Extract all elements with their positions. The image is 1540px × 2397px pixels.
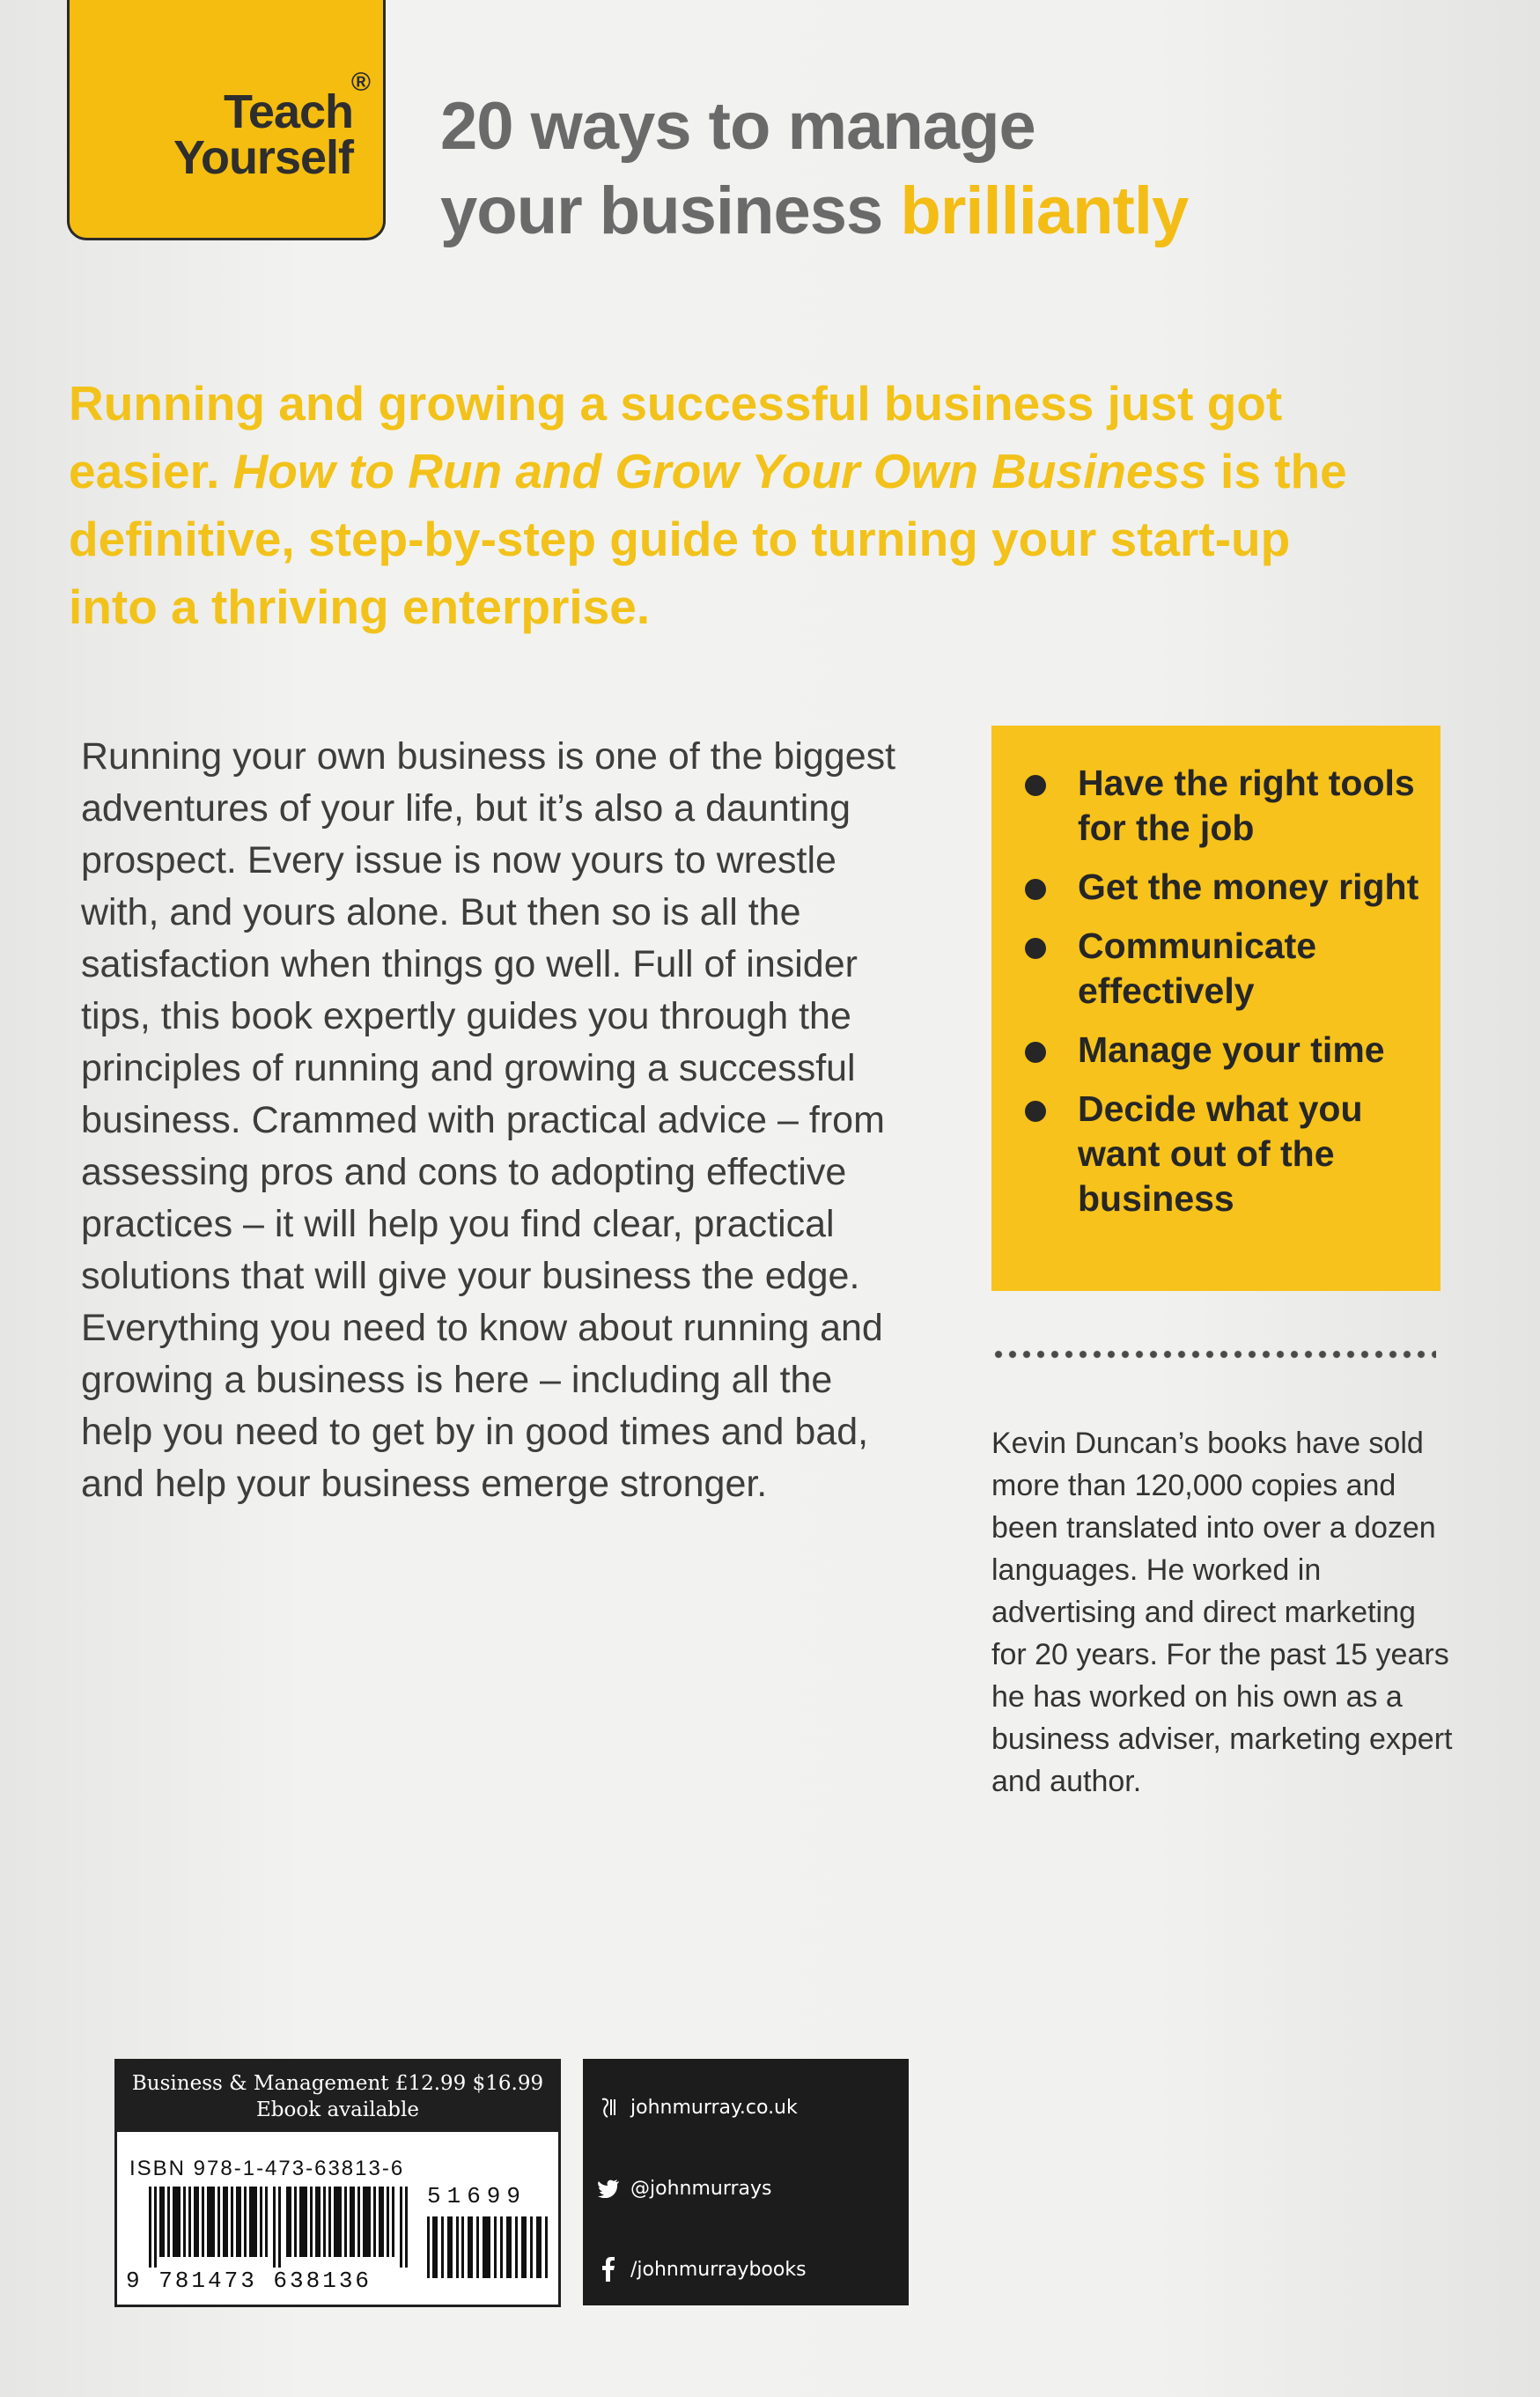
category-price: Business & Management £12.99 $16.99	[131, 2072, 544, 2095]
headline-plain: your business	[440, 173, 901, 248]
bullet-text: Decide what you want out of the business	[1078, 1088, 1363, 1219]
teach-yourself-logo	[67, 0, 386, 240]
logo-text	[173, 85, 353, 184]
bullet-item	[1014, 924, 1423, 1014]
key-points-box	[991, 726, 1441, 1291]
addon-barcode	[427, 2216, 550, 2278]
facebook-icon	[597, 2258, 620, 2281]
bullet-dot-icon	[1025, 1042, 1046, 1063]
logo-line-1: Teach	[223, 85, 353, 138]
bullet-text: Get the money right	[1078, 867, 1419, 907]
website-row	[597, 2096, 798, 2119]
intro-part-2: is the definitive, step-by-step guide to turning your start-up into a thriving enterprise.	[69, 444, 1347, 634]
ean-barcode	[149, 2187, 408, 2268]
twitter-handle: @johnmurrays	[630, 2177, 772, 2200]
price-header	[117, 2061, 558, 2132]
headline	[440, 85, 1453, 254]
registered-mark: ®	[350, 68, 371, 97]
price-barcode-box	[114, 2059, 561, 2307]
bullet-text: Communicate effectively	[1078, 926, 1317, 1011]
isbn-label: ISBN 978-1-473-63813-6	[129, 2157, 405, 2180]
bullet-text: Have the right tools for the job	[1078, 763, 1415, 848]
book-title-italic: How to Run and Grow Your Own Business	[232, 444, 1207, 498]
intro-part-1: Running and growing a successful business just got easier.	[69, 376, 1283, 498]
author-bio	[991, 1422, 1458, 1803]
publisher-info-box	[583, 2059, 909, 2305]
logo-line-2: Yourself	[173, 131, 353, 184]
bullet-dot-icon	[1025, 1101, 1046, 1122]
headline-line-2	[440, 169, 1453, 254]
addon-digits: 51699	[427, 2183, 527, 2209]
description-body: Running your own business is one of the biggest adventures of your life, but it’s also a daunting prospect. Every issue is now yours to wrestle with, and yours alone. But then so is all the satisfaction when things go well. Full of insider tips, this book expertly guides you through the principles of running and growing a successful business. Crammed with practical advice – from assessing pros and cons to adopting effective practices – it will help you find clear, practical solutions that will give your business the edge. Everything you need to know about running and growing a business is here – including all the help you need to get by in good times and bad, and help your business emerge stronger.	[81, 735, 896, 1505]
twitter-bird-icon	[597, 2177, 620, 2200]
john-murray-logo-icon	[597, 2096, 620, 2119]
dotted-divider	[991, 1350, 1436, 1359]
author-bio-text: ’s books have sold more than 120,000 copies and been translated into over a dozen languages. He worked in advertising and direct marketing for 20 years. For the past 15 years he has worked on his own as a business adviser, marketing expert and author.	[991, 1427, 1453, 1798]
bullet-item	[1014, 865, 1423, 910]
bullet-text: Manage your time	[1078, 1029, 1385, 1070]
facebook-row	[597, 2258, 807, 2281]
website-link: johnmurray.co.uk	[630, 2096, 798, 2119]
bullet-dot-icon	[1025, 938, 1046, 959]
twitter-row	[597, 2177, 772, 2200]
ebook-note: Ebook available	[256, 2098, 419, 2121]
bullet-dot-icon	[1025, 879, 1046, 900]
headline-line-1: 20 ways to manage	[440, 89, 1035, 164]
bullet-item	[1014, 761, 1423, 851]
bullet-item	[1014, 1087, 1423, 1221]
author-name: Kevin Duncan	[991, 1427, 1178, 1460]
headline-accent: brilliantly	[900, 173, 1189, 248]
bullet-item	[1014, 1028, 1423, 1073]
facebook-page: /johnmurraybooks	[630, 2258, 807, 2281]
intro-blurb	[69, 370, 1389, 641]
ean-digits: 9 781473 638136	[126, 2268, 372, 2294]
bullet-dot-icon	[1025, 775, 1046, 796]
